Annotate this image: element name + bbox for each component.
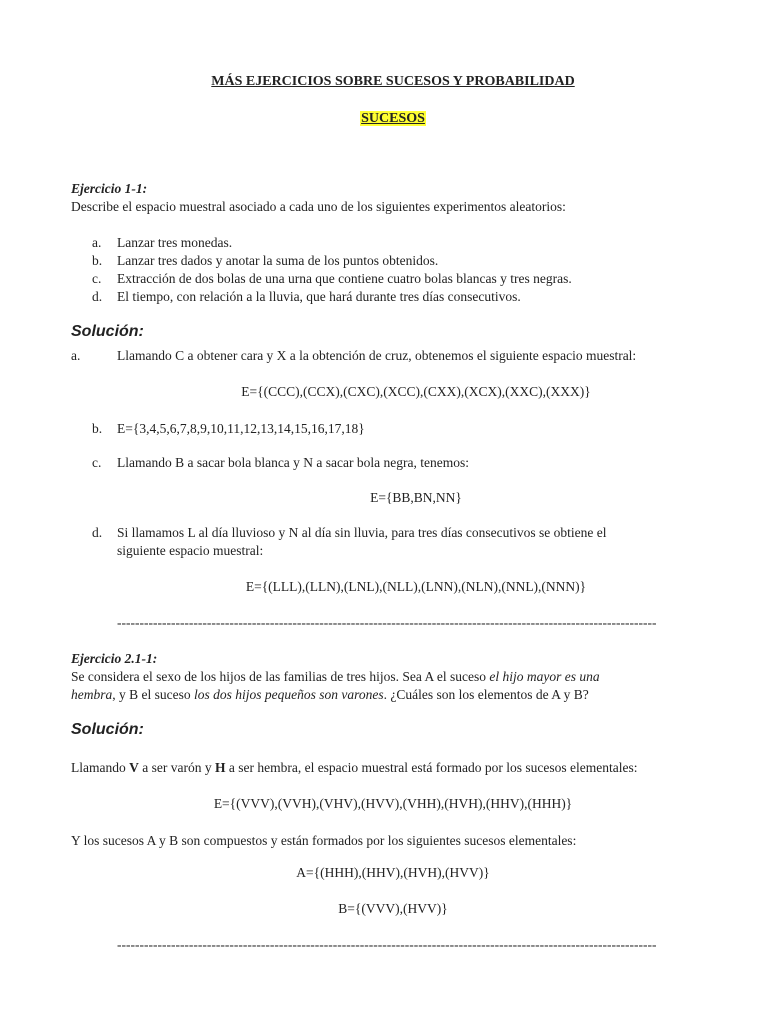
exercise-2-line-1 [71,669,600,685]
exercise-1-item-d-text: El tiempo, con relación a la lluvia, que hará durante tres días consecutivos. [117,289,521,304]
exercise-2-line-2-text-2: . ¿Cuáles son los elementos de A y B? [383,687,589,702]
solution-2-formula-e: E={(VVV),(VVH),(VHV),(HVV),(VHH),(HVH),(HHV),(HHH)} [213,796,573,811]
solution-1-d-formula: E={(LLL),(LLN),(LNL),(NLL),(LNN),(NLN),(NNL),(NNN)} [245,579,587,594]
solution-2-intro-bold-h: H [214,760,226,775]
exercise-2-line-1-text: Se considera el sexo de los hijos de las familias de tres hijos. Sea A el suceso [71,669,490,684]
exercise-1-item-b-label: b. [92,253,103,268]
solution-2-formula-a: A={(HHH),(HHV),(HVH),(HVV)} [296,865,490,880]
solution-1-c-label: c. [92,455,102,470]
exercise-1-item-c-text: Extracción de dos bolas de una urna que contiene cuatro bolas blancas y tres negras. [117,271,572,286]
solution-2-intro-text-1: Llamando [71,760,130,775]
solution-1-d-text-line1: Si llamamos L al día lluvioso y N al día sin lluvia, para tres días consecutivos se obtiene el [117,525,607,540]
exercise-1-item-c-label: c. [92,271,102,286]
solution-1-b-label: b. [92,421,103,436]
solution-1-a-formula: E={(CCC),(CCX),(CXC),(XCC),(CXX),(XCX),(XXC),(XXX)} [241,384,591,399]
solution-1-d-text-line2: siguiente espacio muestral: [117,543,264,558]
exercise-1-item-d-label: d. [92,289,103,304]
solution-2-formula-b: B={(VVV),(HVV)} [338,901,448,916]
exercise-2-line-2-italic-1: hembra [71,687,113,702]
exercise-2-line-1-italic: el hijo mayor es una [489,669,600,684]
solution-1-a-text: Llamando C a obtener cara y X a la obtención de cruz, obtenemos el siguiente espacio muestral: [117,348,637,363]
solution-1-title: Solución: [71,323,144,340]
solution-2-intro-text-3: a ser hembra, el espacio muestral está formado por los sucesos elementales: [225,760,638,775]
solution-2-intro-text-2: a ser varón y [138,760,215,775]
exercise-1-prompt: Describe el espacio muestral asociado a cada uno de los siguientes experimentos aleatorios: [71,199,566,214]
solution-1-c-formula: E={BB,BN,NN} [370,490,462,505]
solution-1-b-text: E={3,4,5,6,7,8,9,10,11,12,13,14,15,16,17,18} [117,421,365,436]
exercise-1-item-a-text: Lanzar tres monedas. [117,235,233,250]
exercise-1-item-b-text: Lanzar tres dados y anotar la suma de los puntos obtenidos. [117,253,439,268]
solution-2-title: Solución: [71,721,144,738]
solution-1-a-label: a. [71,348,81,363]
separator-line-bottom: ------------------------------------------------------------------------------------------------------------------------ [117,937,657,952]
section-title: SUCESOS [361,111,425,126]
exercise-2-line-2 [71,687,589,703]
solution-1-d-label: d. [92,525,103,540]
solution-2-intro-bold-v: V [129,760,139,775]
exercise-2-line-2-text-1: , y B el suceso [112,687,194,702]
exercise-1-item-a-label: a. [92,235,102,250]
section-title-wrapper [0,110,768,127]
document-title: MÁS EJERCICIOS SOBRE SUCESOS Y PROBABILIDAD [211,74,575,89]
exercise-1-title: Ejercicio 1-1: [71,181,148,196]
exercise-2-title: Ejercicio 2.1-1: [71,651,158,666]
separator-line: ------------------------------------------------------------------------------------------------------------------------ [117,615,657,630]
solution-2-composite-text: Y los sucesos A y B son compuestos y están formados por los siguientes sucesos elementales: [71,833,577,848]
solution-2-intro [71,760,637,776]
exercise-2-line-2-italic-2: los dos hijos pequeños son varones [194,687,384,702]
solution-1-c-text: Llamando B a sacar bola blanca y N a sacar bola negra, tenemos: [117,455,469,470]
